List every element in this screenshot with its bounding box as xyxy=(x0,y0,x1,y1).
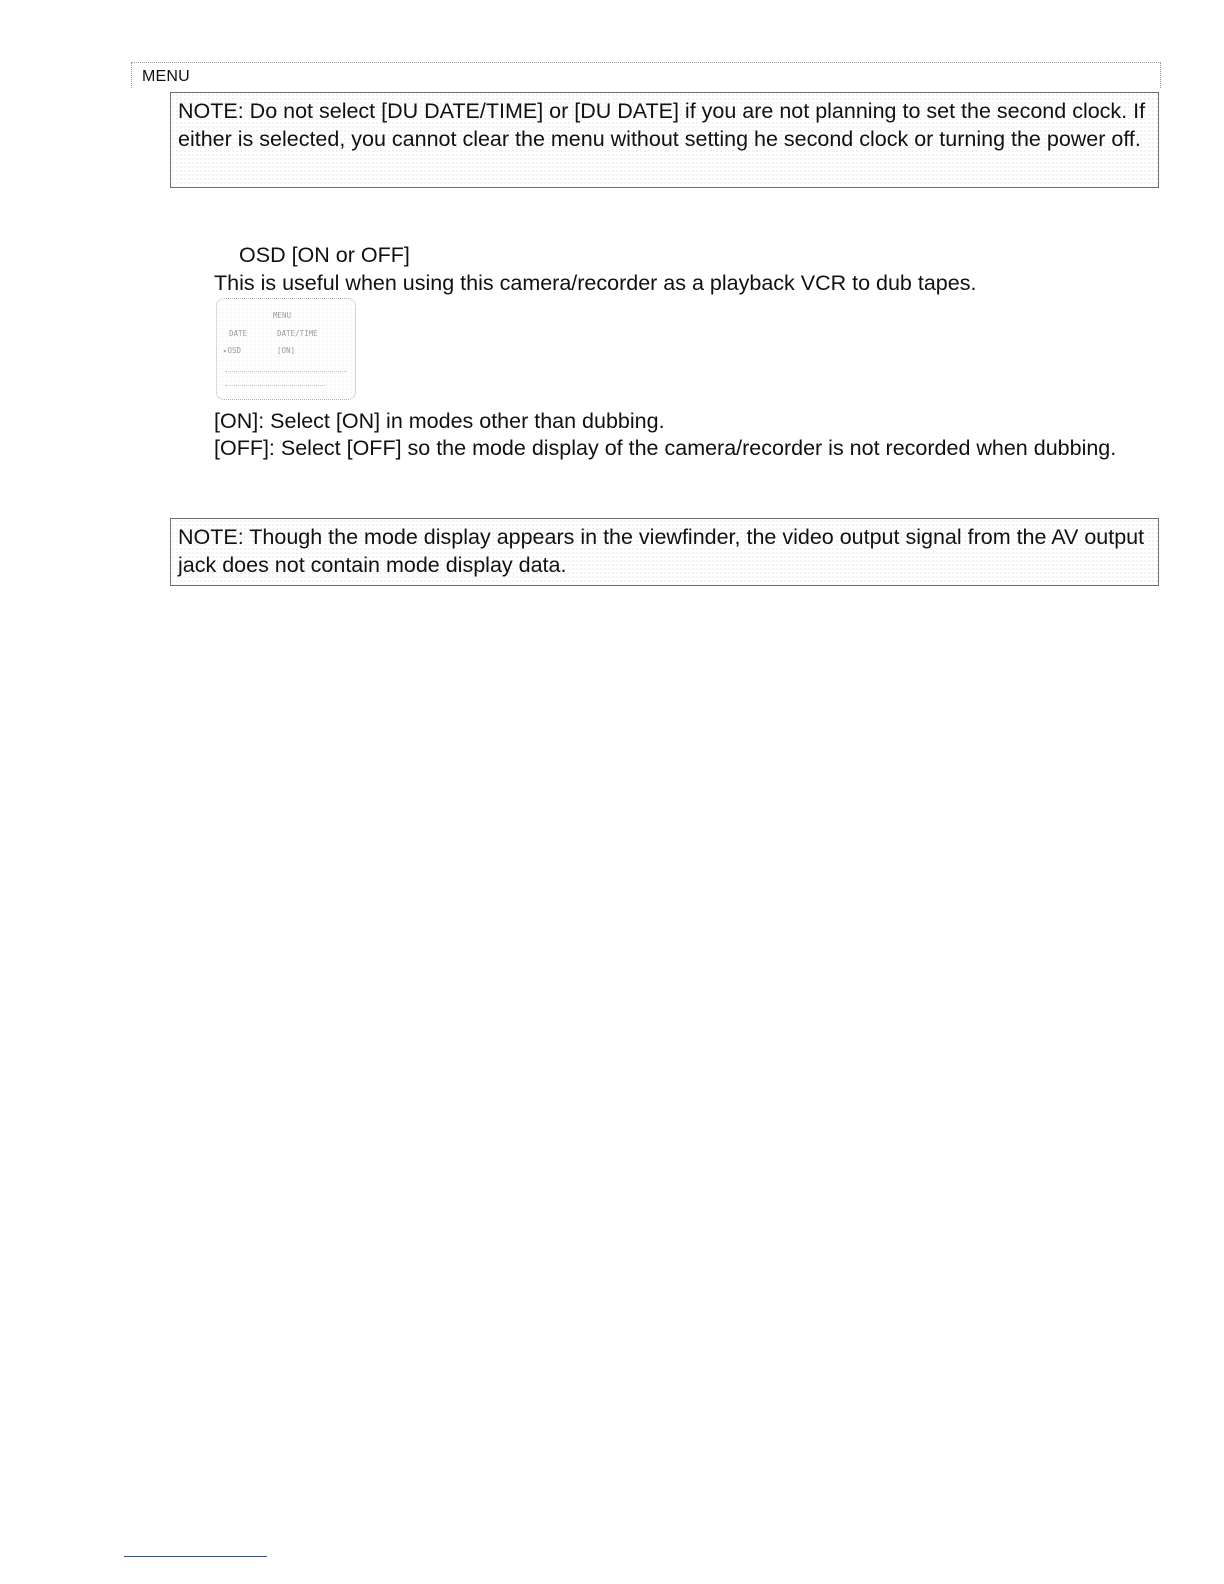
menu-screen-title: MENU xyxy=(273,311,292,320)
option-off: [OFF]: Select [OFF] so the mode display of the camera/recorder is not recorded when dubbing. xyxy=(214,436,1117,460)
section-label: MENU xyxy=(142,68,190,85)
note-mode-display: NOTE: Though the mode display appears in the viewfinder, the video output signal from the AV output jack does not contain mode display data. xyxy=(170,518,1159,586)
menu-screen-row-label: ▸OSD xyxy=(223,346,242,355)
menu-screen-divider xyxy=(225,371,347,372)
menu-screen-row-value: DATE/TIME xyxy=(277,329,318,338)
option-on: [ON]: Select [ON] in modes other than dubbing. xyxy=(214,409,665,433)
menu-screen-row-label: DATE xyxy=(229,329,248,338)
section-header xyxy=(131,62,1161,88)
footnote-separator xyxy=(124,1556,267,1557)
osd-description: This is useful when using this camera/recorder as a playback VCR to dub tapes. xyxy=(214,271,977,295)
note-du-date: NOTE: Do not select [DU DATE/TIME] or [DU DATE] if you are not planning to set the second clock. If either is selected, you cannot clear the menu without setting he second clock or turning the power off. xyxy=(170,92,1159,188)
osd-heading: OSD [ON or OFF] xyxy=(239,243,410,267)
menu-screen-row-value: [ON] xyxy=(277,346,296,355)
osd-option-list xyxy=(214,408,1144,462)
menu-screen-divider xyxy=(225,385,325,386)
menu-screen-illustration xyxy=(216,298,356,400)
